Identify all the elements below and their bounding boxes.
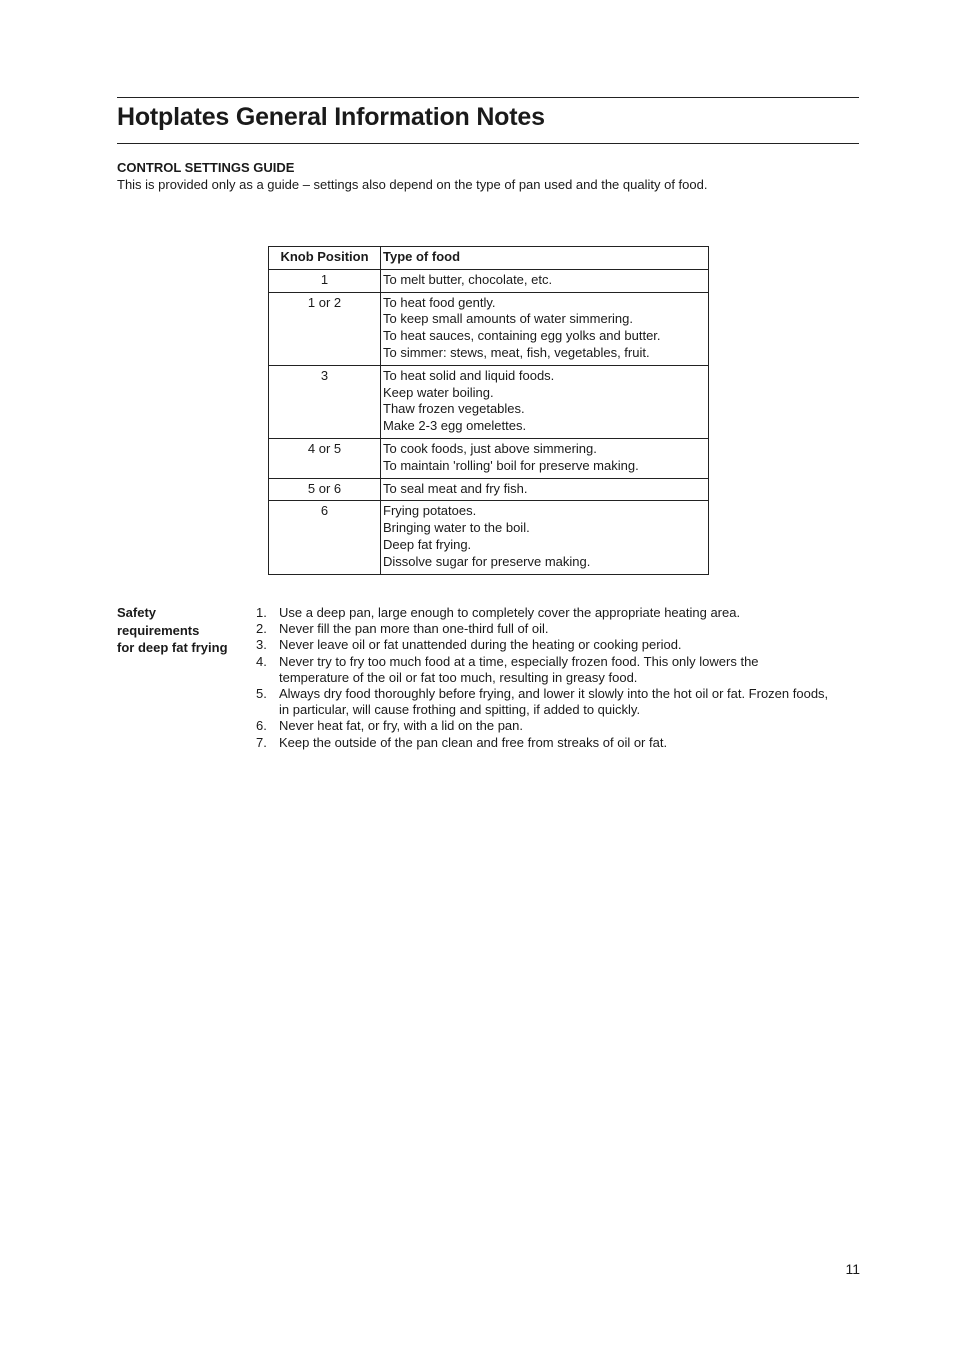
food-type-line: To maintain 'rolling' boil for preserve making. [383,457,639,473]
food-type-line: Thaw frozen vegetables. [383,401,525,417]
food-type-cell [381,501,709,574]
list-item-number: 5. [256,686,267,702]
table-body [269,269,709,574]
food-type-line: To heat solid and liquid foods. [383,367,555,383]
food-type-line: Make 2-3 egg omelettes. [383,418,527,434]
food-type-cell [381,438,709,478]
safety-label [117,604,228,657]
list-item [256,621,862,637]
list-item-text: Never fill the pan more than one-third full of oil. [279,621,549,637]
list-item-text: temperature of the oil or fat too much, resulting in greasy food. [279,669,638,685]
food-type-cell [381,478,709,501]
food-type-cell [381,292,709,365]
table-header-row [269,247,709,270]
table-row [269,292,709,365]
list-item [256,686,862,718]
food-type-line: To keep small amounts of water simmering. [383,311,633,327]
page-number: 11 [845,1261,860,1277]
food-type-line: To heat food gently. [383,294,496,310]
list-item [256,735,862,751]
list-item-number: 4. [256,653,267,669]
list-item-number: 6. [256,718,267,734]
list-item [256,718,862,734]
food-type-line: To seal meat and fry fish. [383,480,528,496]
header-type-of-food: Type of food [381,247,709,270]
list-item-text: Never leave oil or fat unattended during the heating or cooking period. [279,637,682,653]
knob-position-cell: 1 [269,269,381,292]
list-item-text: Always dry food thoroughly before frying, and lower it slowly into the hot oil or fat. Frozen foods, [279,686,829,702]
knob-position-cell: 4 or 5 [269,438,381,478]
food-type-line: To melt butter, chocolate, etc. [383,271,553,287]
food-type-line: Bringing water to the boil. [383,520,530,536]
list-item-text: Use a deep pan, large enough to completely cover the appropriate heating area. [279,605,741,620]
title-rule-bottom [117,143,859,144]
knob-position-cell: 3 [269,365,381,438]
safety-label-line: for deep fat frying [117,640,228,655]
table-row [269,438,709,478]
safety-label-line: Safety [117,605,157,620]
list-item-text: in particular, will cause frothing and spitting, if added to quickly. [279,702,641,718]
food-type-cell [381,365,709,438]
title-rule-top [117,97,859,98]
list-item-text: Never try to fry too much food at a time, especially frozen food. This only lowers the [279,653,759,669]
list-item-number: 1. [256,605,267,620]
food-type-cell [381,269,709,292]
list-item-number: 7. [256,734,267,750]
control-settings-intro: This is provided only as a guide – settings also depend on the type of pan used and the quality of food. [117,177,708,192]
list-item [256,637,862,653]
knob-position-cell: 6 [269,501,381,574]
page-title: Hotplates General Information Notes [117,103,545,131]
food-type-line: To cook foods, just above simmering. [383,440,597,456]
control-settings-table [268,246,709,575]
list-item-number: 2. [256,621,267,637]
knob-position-cell: 5 or 6 [269,478,381,501]
header-knob-position: Knob Position [269,247,381,270]
food-type-line: Dissolve sugar for preserve making. [383,553,591,569]
food-type-line: Keep water boiling. [383,384,494,400]
list-item-text: Never heat fat, or fry, with a lid on the pan. [279,718,523,734]
knob-position-cell: 1 or 2 [269,292,381,365]
safety-label-line: requirements [117,622,200,638]
list-item-number: 3. [256,637,267,653]
table-row [269,365,709,438]
food-type-line: Deep fat frying. [383,536,472,552]
safety-list [256,605,862,751]
list-item-text: Keep the outside of the pan clean and free from streaks of oil or fat. [279,734,668,750]
control-settings-heading: CONTROL SETTINGS GUIDE [117,160,295,175]
list-item [256,605,862,621]
food-type-line: To simmer: stews, meat, fish, vegetables, fruit. [383,344,650,360]
food-type-line: To heat sauces, containing egg yolks and butter. [383,328,661,344]
table-row [269,478,709,501]
table-row [269,269,709,292]
food-type-line: Frying potatoes. [383,503,477,519]
list-item [256,654,862,686]
table-row [269,501,709,574]
